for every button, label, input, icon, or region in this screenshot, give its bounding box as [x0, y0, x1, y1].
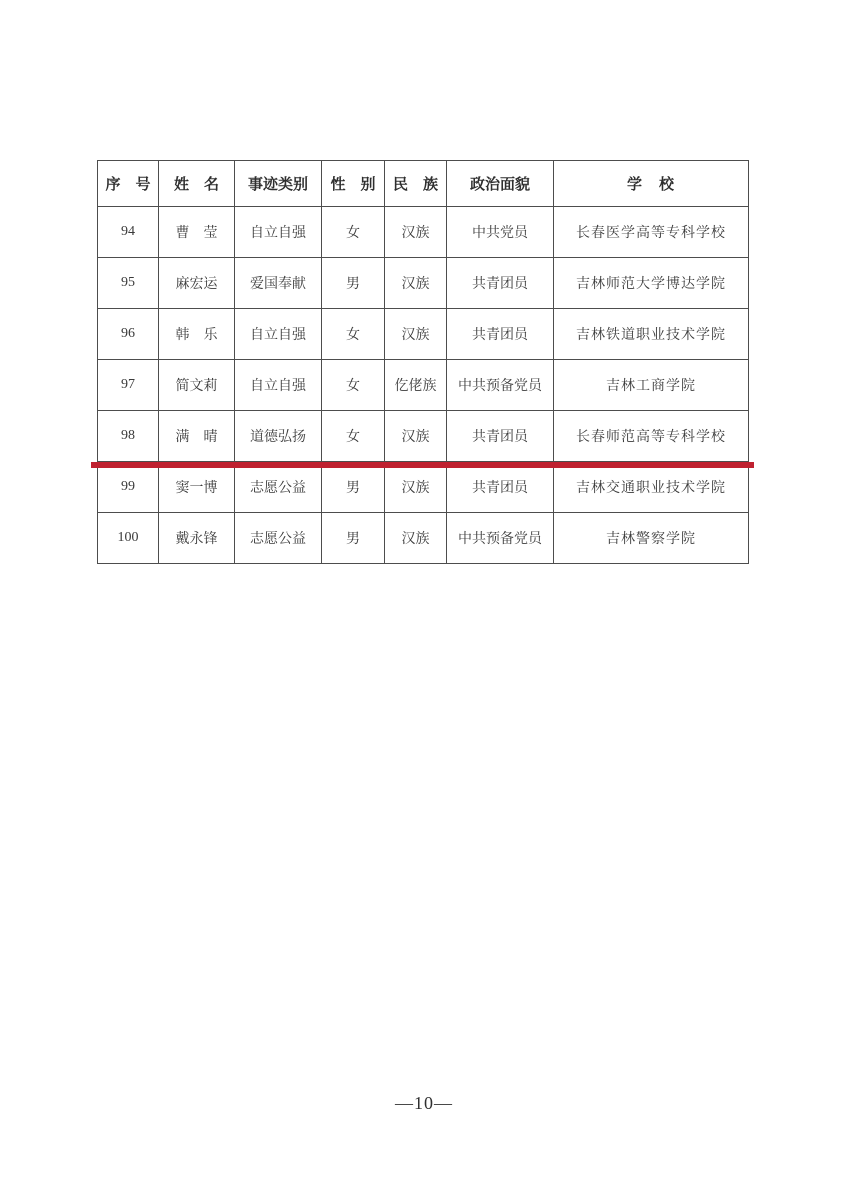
cell-school: 长春师范高等专科学校	[554, 411, 749, 462]
header-row	[98, 161, 749, 207]
cell-gender: 男	[322, 513, 385, 564]
cell-category: 自立自强	[235, 360, 322, 411]
cell-category: 自立自强	[235, 309, 322, 360]
cell-category: 自立自强	[235, 207, 322, 258]
cell-gender: 女	[322, 411, 385, 462]
cell-political-status: 中共预备党员	[447, 360, 554, 411]
cell-name: 窦一博	[159, 462, 235, 513]
cell-category: 志愿公益	[235, 513, 322, 564]
table-row	[98, 513, 749, 564]
header-cell-gender: 性 别	[322, 161, 385, 207]
cell-ethnicity: 汉族	[385, 513, 447, 564]
table-row	[98, 462, 749, 513]
cell-school: 吉林铁道职业技术学院	[554, 309, 749, 360]
cell-ethnicity: 汉族	[385, 462, 447, 513]
honor-roll-table	[97, 160, 749, 564]
cell-school: 吉林交通职业技术学院	[554, 462, 749, 513]
header-cell-political-status: 政治面貌	[447, 161, 554, 207]
cell-category: 爱国奉献	[235, 258, 322, 309]
cell-ethnicity: 仡佬族	[385, 360, 447, 411]
cell-name: 麻宏运	[159, 258, 235, 309]
table-row	[98, 411, 749, 462]
cell-political-status: 中共党员	[447, 207, 554, 258]
table-row	[98, 207, 749, 258]
header-cell-no: 序 号	[98, 161, 159, 207]
cell-ethnicity: 汉族	[385, 309, 447, 360]
header-cell-ethnicity: 民 族	[385, 161, 447, 207]
cell-no: 96	[98, 309, 159, 360]
cell-political-status: 共青团员	[447, 309, 554, 360]
cell-category: 道德弘扬	[235, 411, 322, 462]
cell-name: 曹 莹	[159, 207, 235, 258]
cell-political-status: 共青团员	[447, 462, 554, 513]
cell-no: 97	[98, 360, 159, 411]
cell-no: 95	[98, 258, 159, 309]
cell-gender: 男	[322, 258, 385, 309]
header-cell-name: 姓 名	[159, 161, 235, 207]
cell-name: 戴永锋	[159, 513, 235, 564]
cell-name: 满 晴	[159, 411, 235, 462]
cell-school: 吉林工商学院	[554, 360, 749, 411]
header-cell-school: 学 校	[554, 161, 749, 207]
header-cell-category: 事迹类别	[235, 161, 322, 207]
red-underline-rule	[91, 462, 754, 468]
table-row	[98, 309, 749, 360]
cell-no: 99	[98, 462, 159, 513]
cell-name: 简文莉	[159, 360, 235, 411]
cell-political-status: 共青团员	[447, 411, 554, 462]
table-body	[98, 207, 749, 564]
cell-gender: 女	[322, 207, 385, 258]
cell-political-status: 中共预备党员	[447, 513, 554, 564]
table-header	[98, 161, 749, 207]
cell-gender: 女	[322, 309, 385, 360]
table-row	[98, 258, 749, 309]
cell-ethnicity: 汉族	[385, 258, 447, 309]
page-number: —10—	[395, 1093, 453, 1113]
cell-school: 长春医学高等专科学校	[554, 207, 749, 258]
table-row	[98, 360, 749, 411]
cell-no: 98	[98, 411, 159, 462]
cell-school: 吉林警察学院	[554, 513, 749, 564]
cell-school: 吉林师范大学博达学院	[554, 258, 749, 309]
cell-ethnicity: 汉族	[385, 411, 447, 462]
cell-name: 韩 乐	[159, 309, 235, 360]
cell-political-status: 共青团员	[447, 258, 554, 309]
cell-gender: 男	[322, 462, 385, 513]
cell-no: 100	[98, 513, 159, 564]
cell-category: 志愿公益	[235, 462, 322, 513]
cell-ethnicity: 汉族	[385, 207, 447, 258]
cell-gender: 女	[322, 360, 385, 411]
cell-no: 94	[98, 207, 159, 258]
